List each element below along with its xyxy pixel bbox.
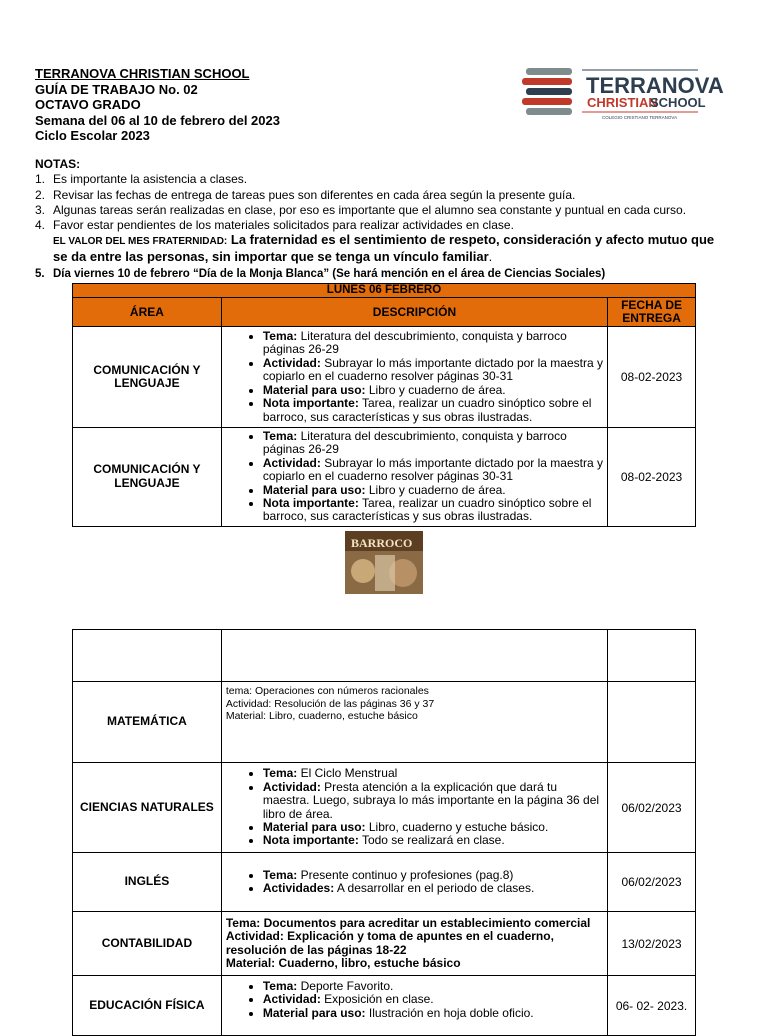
table-row bbox=[73, 682, 696, 763]
schedule-table-monday bbox=[72, 283, 696, 527]
due-date-cell: 08-02-2023 bbox=[608, 428, 696, 527]
table-row bbox=[73, 327, 696, 428]
description-cell: Tema: Documentos para acreditar un establecimiento comercial Actividad: Explicación y toma de apuntes en el cuaderno, resolución de las páginas 18-22 Material: Cuaderno, libro, estuche básico bbox=[221, 912, 607, 976]
note-item-5: 5. Día viernes 10 de febrero “Día de la Monja Blanca” (Se hará mención en el área de Ciencias Sociales) bbox=[35, 268, 606, 281]
description-cell: • Tema: Literatura del descubrimiento, conquista y barroco páginas 26-29 • Actividad: Subrayar lo más importante dictado por la maestra y copiarlo en el cuaderno resolver páginas 30-31 • Material para uso: Libro y cuaderno de área. • Nota importante: Tarea, realizar un cuadro sinóptico sobre el barroco, sus características y sus obras ilustradas. bbox=[221, 428, 607, 527]
note-item: 2. Revisar las fechas de entrega de tareas pues son diferentes en cada área según la presente guía. bbox=[35, 187, 576, 202]
area-cell: COMUNICACIÓN Y LENGUAJE bbox=[73, 327, 222, 428]
table-row bbox=[73, 428, 696, 527]
note-item: 4. Favor estar pendientes de los materiales solicitados para realizar actividades en clase. bbox=[35, 218, 514, 233]
logo-word1: TERRANOVA bbox=[586, 73, 724, 98]
area-cell: CONTABILIDAD bbox=[73, 912, 222, 976]
value-of-month: EL VALOR DEL MES FRATERNIDAD: La fraternidad es el sentimiento de respeto, consideración y afecto mutuo que se da entre las personas, sin importar que se tenga un vínculo familiar. bbox=[53, 232, 715, 265]
area-cell: COMUNICACIÓN Y LENGUAJE bbox=[73, 428, 222, 527]
barroco-title: BARROCO bbox=[351, 536, 413, 550]
cycle-label: Ciclo Escolar 2023 bbox=[35, 128, 150, 143]
table-row bbox=[73, 853, 696, 912]
logo-word2a: CHRISTIAN bbox=[587, 95, 658, 110]
notes-title: NOTAS: bbox=[35, 157, 81, 171]
school-name: TERRANOVA CHRISTIAN SCHOOL bbox=[35, 66, 250, 81]
day-header: LUNES 06 FEBRERO bbox=[73, 284, 696, 298]
table-row-empty bbox=[73, 630, 696, 682]
col-due-date: FECHA DE ENTREGA bbox=[608, 298, 696, 327]
description-cell: • Tema: Presente continuo y profesiones (pag.8) • Actividades: A desarrollar en el periodo de clases. bbox=[221, 853, 607, 912]
due-date-cell: 06/02/2023 bbox=[608, 763, 696, 853]
barroco-image bbox=[345, 531, 423, 594]
notes-section bbox=[35, 157, 755, 283]
table-row bbox=[73, 912, 696, 976]
col-area: ÁREA bbox=[73, 298, 222, 327]
schedule-table-continued bbox=[72, 629, 696, 1036]
guide-title: GUÍA DE TRABAJO No. 02 bbox=[35, 81, 198, 97]
logo-word2b: SCHOOL bbox=[650, 95, 706, 110]
due-date-cell bbox=[608, 682, 696, 763]
due-date-cell: 06- 02- 2023. bbox=[608, 976, 696, 1036]
table-row bbox=[73, 763, 696, 853]
area-cell: MATEMÁTICA bbox=[73, 682, 222, 763]
area-cell: EDUCACIÓN FÍSICA bbox=[73, 976, 222, 1036]
description-cell: • Tema: Literatura del descubrimiento, conquista y barroco páginas 26-29 • Actividad: Subrayar lo más importante dictado por la maestra y copiarlo en el cuaderno resolver páginas 30-31 • Material para uso: Libro y cuaderno de área. • Nota importante: Tarea, realizar un cuadro sinóptico sobre el barroco, sus características y sus obras ilustradas. bbox=[221, 327, 607, 428]
description-cell: • Tema: Deporte Favorito. • Actividad: Exposición en clase. • Material para uso: Ilustración en hoja doble oficio. bbox=[221, 976, 607, 1036]
area-cell: INGLÉS bbox=[73, 853, 222, 912]
due-date-cell: 06/02/2023 bbox=[608, 853, 696, 912]
area-cell: CIENCIAS NATURALES bbox=[73, 763, 222, 853]
school-logo bbox=[520, 62, 724, 122]
col-description: DESCRIPCIÓN bbox=[221, 298, 607, 327]
note-item: 1. Es importante la asistencia a clases. bbox=[35, 172, 248, 187]
table-row bbox=[73, 976, 696, 1036]
note-item: 3. Algunas tareas serán realizadas en clase, por eso es importante que el alumno sea constante y puntual en cada curso. bbox=[35, 202, 687, 217]
description-cell: • Tema: El Ciclo Menstrual • Actividad: Presta atención a la explicación que dará tu maestra. Luego, subraya lo más importante en la página 36 del libro de área. • Material para uso: Libro, cuaderno y estuche básico. • Nota importante: Todo se realizará en clase. bbox=[221, 763, 607, 853]
document-header bbox=[35, 66, 280, 144]
logo-tagline: COLEGIO CRISTIANO TERRANOVA bbox=[602, 115, 678, 120]
due-date-cell: 13/02/2023 bbox=[608, 912, 696, 976]
books-logo-icon bbox=[520, 62, 724, 122]
week-label: Semana del 06 al 10 de febrero del 2023 bbox=[35, 112, 280, 128]
description-cell: tema: Operaciones con números racionales Actividad: Resolución de las páginas 36 y 37 Material: Libro, cuaderno, estuche básico bbox=[221, 682, 607, 763]
due-date-cell: 08-02-2023 bbox=[608, 327, 696, 428]
grade-label: OCTAVO GRADO bbox=[35, 97, 141, 112]
